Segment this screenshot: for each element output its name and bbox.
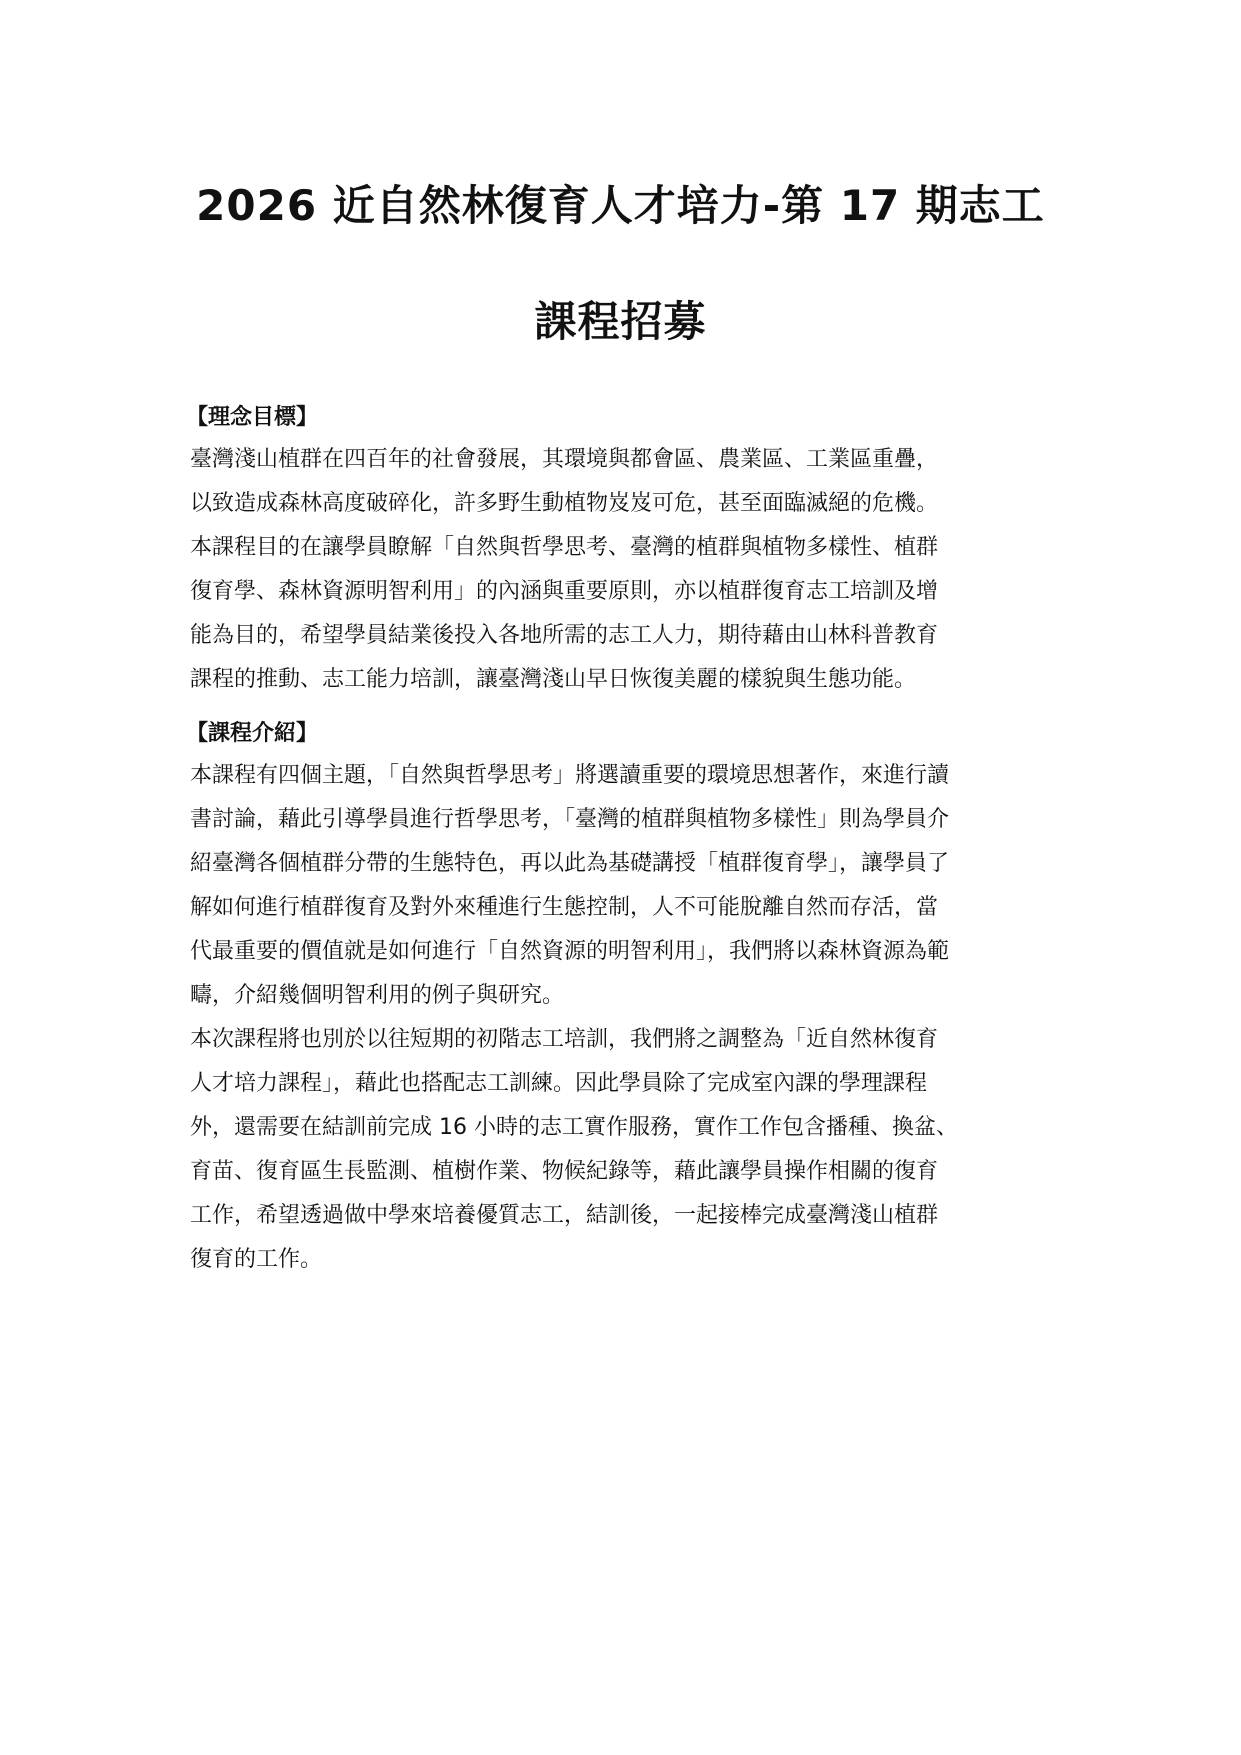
section-spacer <box>190 702 1060 714</box>
text-line: 課程的推動、志工能力培訓，讓臺灣淺山早日恢復美麗的樣貌與生態功能。 <box>190 667 917 692</box>
text-line: 疇，介紹幾個明智利用的例子與研究。 <box>190 983 565 1008</box>
text-line: 本次課程將也別於以往短期的初階志工培訓，我們將之調整為「近自然林復育 <box>190 1027 939 1052</box>
text-line: 復育的工作。 <box>190 1247 323 1272</box>
page-title-line-1: 2026 近自然林復育人才培力-第 17 期志工 <box>196 181 1045 230</box>
text-line: 人才培力課程」，藉此也搭配志工訓練。因此學員除了完成室內課的學理課程 <box>190 1071 928 1096</box>
text-line: 本課程目的在讓學員瞭解「自然與哲學思考、臺灣的植群與植物多樣性、植群 <box>190 535 939 560</box>
document-body <box>186 398 1060 1282</box>
section-heading-goals: 【理念目標】 <box>186 405 319 430</box>
text-line: 代最重要的價值就是如何進行「自然資源的明智利用」，我們將以森林資源為範 <box>190 939 950 964</box>
section-goals <box>186 398 1060 702</box>
goals-paragraph <box>190 438 1060 702</box>
text-line: 工作，希望透過做中學來培養優質志工，結訓後，一起接棒完成臺灣淺山植群 <box>190 1203 939 1228</box>
text-line: 能為目的，希望學員結業後投入各地所需的志工人力，期待藉由山林科普教育 <box>190 623 939 648</box>
text-line: 育苗、復育區生長監測、植樹作業、物候紀錄等，藉此讓學員操作相關的復育 <box>190 1159 939 1184</box>
section-heading-course-intro: 【課程介紹】 <box>186 721 319 746</box>
course-intro-paragraph-1 <box>190 754 1060 1018</box>
text-line: 外，還需要在結訓前完成 16 小時的志工實作服務，實作工作包含播種、換盆、 <box>190 1115 958 1140</box>
text-line: 臺灣淺山植群在四百年的社會發展，其環境與都會區、農業區、工業區重疊， <box>190 447 939 472</box>
text-line: 復育學、森林資源明智利用」的內涵與重要原則，亦以植群復育志工培訓及增 <box>190 579 939 604</box>
text-line: 解如何進行植群復育及對外來種進行生態控制，人不可能脫離自然而存活，當 <box>190 895 939 920</box>
text-line: 書討論，藉此引導學員進行哲學思考，「臺灣的植群與植物多樣性」則為學員介 <box>190 807 950 832</box>
course-intro-paragraph-2 <box>190 1018 1060 1282</box>
page-title-line-2: 課程招募 <box>534 297 707 346</box>
text-line: 本課程有四個主題，「自然與哲學思考」將選讀重要的環境思想著作，來進行讀 <box>190 763 950 788</box>
section-course-intro <box>186 714 1060 1282</box>
text-line: 紹臺灣各個植群分帶的生態特色，再以此為基礎講授「植群復育學」，讓學員了 <box>190 851 950 876</box>
text-line: 以致造成森林高度破碎化，許多野生動植物岌岌可危，甚至面臨滅絕的危機。 <box>190 491 939 516</box>
